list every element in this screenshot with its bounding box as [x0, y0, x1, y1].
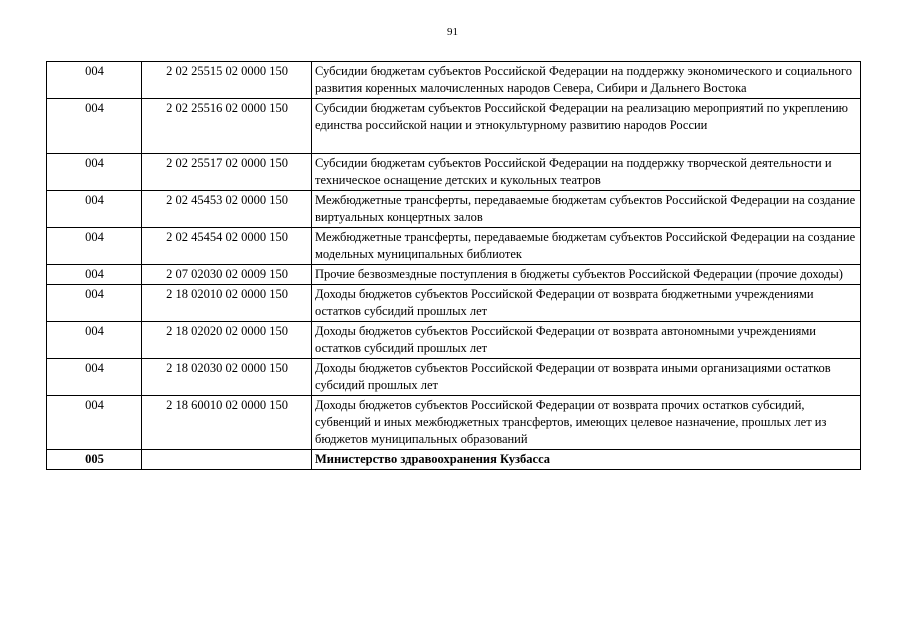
revenue-code-cell: 2 18 02030 02 0000 150 — [142, 359, 312, 396]
revenue-name-cell: Межбюджетные трансферты, передаваемые бюджетам субъектов Российской Федерации на создание виртуальных концертных залов — [312, 191, 861, 228]
table-row — [47, 359, 861, 396]
revenue-code-cell: 2 02 25516 02 0000 150 — [142, 99, 312, 154]
admin-code-cell: 004 — [47, 285, 142, 322]
admin-code-cell: 004 — [47, 62, 142, 99]
table-row-ministry — [47, 450, 861, 470]
table-row — [47, 191, 861, 228]
revenue-name-cell: Доходы бюджетов субъектов Российской Федерации от возврата иными организациями остатков субсидий прошлых лет — [312, 359, 861, 396]
revenue-code-cell: 2 07 02030 02 0009 150 — [142, 265, 312, 285]
revenue-name-cell: Субсидии бюджетам субъектов Российской Федерации на поддержку творческой деятельности и техническое оснащение детских и кукольных театров — [312, 154, 861, 191]
revenue-code-cell: 2 02 45454 02 0000 150 — [142, 228, 312, 265]
admin-code-cell: 004 — [47, 265, 142, 285]
revenue-name-cell: Субсидии бюджетам субъектов Российской Федерации на поддержку экономического и социального развития коренных малочисленных народов Севера, Сибири и Дальнего Востока — [312, 62, 861, 99]
revenue-name-cell: Доходы бюджетов субъектов Российской Федерации от возврата прочих остатков субсидий, субвенций и иных межбюджетных трансфертов, имеющих целевое назначение, прошлых лет из бюджетов муниципальных образований — [312, 396, 861, 450]
revenue-name-cell: Межбюджетные трансферты, передаваемые бюджетам субъектов Российской Федерации на создание модельных муниципальных библиотек — [312, 228, 861, 265]
table-row — [47, 99, 861, 154]
table-row — [47, 228, 861, 265]
revenue-code-cell: 2 02 25515 02 0000 150 — [142, 62, 312, 99]
admin-code-cell: 004 — [47, 322, 142, 359]
admin-code-cell: 004 — [47, 396, 142, 450]
revenue-name-cell: Доходы бюджетов субъектов Российской Федерации от возврата автономными учреждениями остатков субсидий прошлых лет — [312, 322, 861, 359]
admin-code-cell: 004 — [47, 191, 142, 228]
revenue-code-cell: 2 18 60010 02 0000 150 — [142, 396, 312, 450]
admin-code-cell: 004 — [47, 359, 142, 396]
table-row — [47, 265, 861, 285]
admin-code-cell: 004 — [47, 99, 142, 154]
table-row — [47, 62, 861, 99]
table-body — [47, 62, 861, 470]
admin-code-cell: 005 — [47, 450, 142, 470]
table-row — [47, 322, 861, 359]
revenue-code-cell: 2 18 02020 02 0000 150 — [142, 322, 312, 359]
budget-classification-table — [46, 61, 861, 470]
admin-code-cell: 004 — [47, 228, 142, 265]
revenue-code-cell — [142, 450, 312, 470]
admin-code-cell: 004 — [47, 154, 142, 191]
revenue-name-cell: Субсидии бюджетам субъектов Российской Федерации на реализацию мероприятий по укреплению единства российской нации и этнокультурному развитию народов России — [312, 99, 861, 154]
revenue-code-cell: 2 18 02010 02 0000 150 — [142, 285, 312, 322]
table-row — [47, 154, 861, 191]
revenue-code-cell: 2 02 25517 02 0000 150 — [142, 154, 312, 191]
revenue-code-cell: 2 02 45453 02 0000 150 — [142, 191, 312, 228]
revenue-name-cell: Доходы бюджетов субъектов Российской Федерации от возврата бюджетными учреждениями остатков субсидий прошлых лет — [312, 285, 861, 322]
revenue-name-cell: Прочие безвозмездные поступления в бюджеты субъектов Российской Федерации (прочие доходы) — [312, 265, 861, 285]
table-row — [47, 396, 861, 450]
ministry-name-cell: Министерство здравоохранения Кузбасса — [312, 450, 861, 470]
page-number: 91 — [447, 26, 458, 38]
table-row — [47, 285, 861, 322]
